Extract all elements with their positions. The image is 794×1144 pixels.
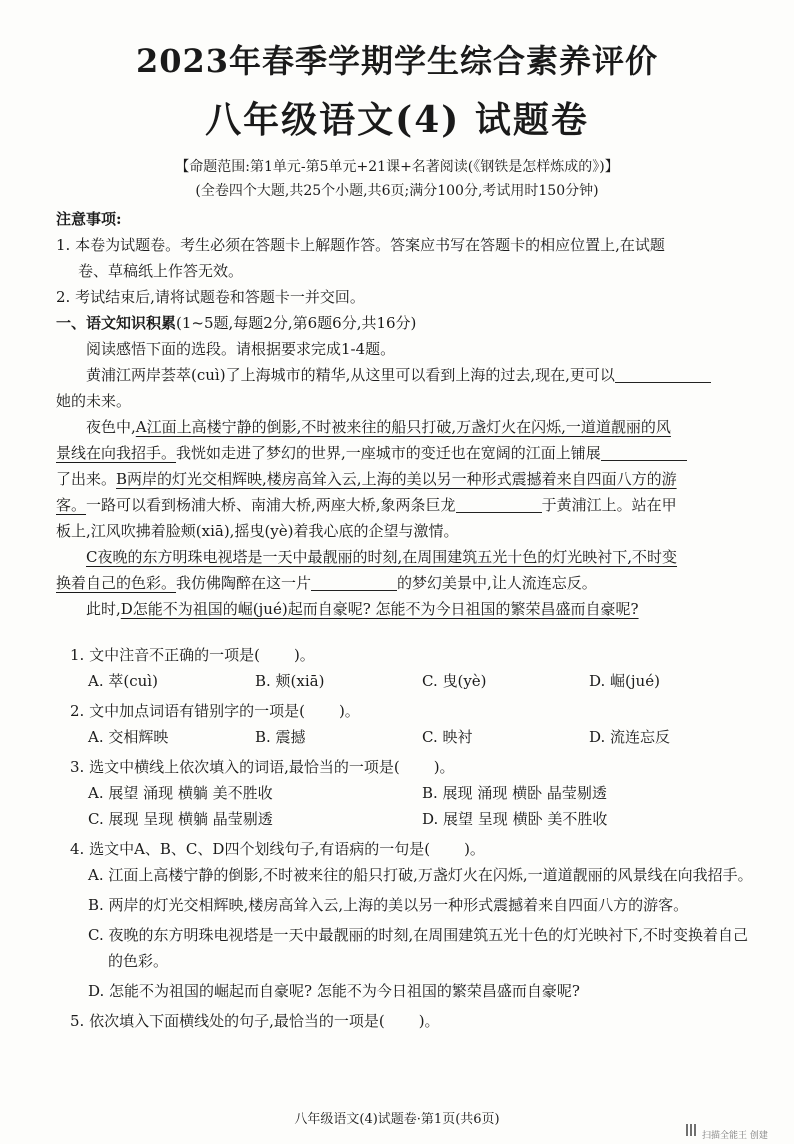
blank-2 <box>601 444 687 461</box>
question-3-options-row2 <box>56 806 756 832</box>
section1-heading: 一、语文知识积累 <box>56 314 177 332</box>
blank-3 <box>456 496 542 513</box>
questions <box>56 642 756 1034</box>
option-c[interactable]: C. 映衬 <box>422 728 473 746</box>
sentence-c-end: 换着自己的色彩。 <box>56 574 177 592</box>
passage-text: 夜色中, <box>86 418 136 436</box>
passage-text: 我仿佛陶醉在这一片 <box>176 574 312 592</box>
passage-text: 了出来。 <box>56 470 117 488</box>
option-a[interactable]: A. 萃(cuì) <box>88 672 158 690</box>
sentence-a: A江面上高楼宁静的倒影,不时被来往的船只打破,万盏灯火在闪烁,一道道靓丽的风 <box>135 418 671 436</box>
passage-p3 <box>56 544 756 570</box>
qr-code-icon <box>686 1124 698 1136</box>
notice-heading: 注意事项: <box>56 210 122 228</box>
passage-line <box>56 440 756 466</box>
stem-tail: )。 <box>433 758 455 776</box>
passage-text: 于黄浦江上。站在甲 <box>541 496 677 514</box>
blank-1 <box>615 366 711 383</box>
option-d[interactable]: D. 怎能不为祖国的崛起而自豪呢? 怎能不为今日祖国的繁荣昌盛而自豪呢? <box>88 982 580 1000</box>
blank-4 <box>311 574 397 591</box>
passage-line: 板上,江风吹拂着脸颊(xiā),摇曳(yè)着我心底的企望与激情。 <box>56 522 459 540</box>
option-d[interactable]: D. 流连忘反 <box>589 728 671 746</box>
question-2-options <box>56 724 756 750</box>
passage-text: 一路可以看到杨浦大桥、南浦大桥,两座大桥,象两条巨龙 <box>86 496 456 514</box>
passage-line <box>56 492 756 518</box>
passage-text: 此时, <box>86 600 121 618</box>
passage-text: 的梦幻美景中,让人流连忘反。 <box>397 574 597 592</box>
stem-tail: )。 <box>293 646 315 664</box>
option-b[interactable]: B. 展现 涌现 横卧 晶莹剔透 <box>422 784 607 802</box>
sentence-d: D怎能不为祖国的崛(jué)起而自豪呢? 怎能不为今日祖国的繁荣昌盛而自豪呢? <box>120 600 639 618</box>
sentence-c: C夜晚的东方明珠电视塔是一天中最靓丽的时刻,在周围建筑五光十色的灯光映衬下,不时变 <box>86 548 678 566</box>
passage-line <box>56 570 756 596</box>
sentence-a-end: 景线在向我招手。 <box>56 444 177 462</box>
option-c[interactable]: C. 夜晚的东方明珠电视塔是一天中最靓丽的时刻,在周围建筑五光十色的灯光映衬下,不时变换着自己的色彩。 <box>88 926 749 970</box>
option-a[interactable]: A. 江面上高楼宁静的倒影,不时被来往的船只打破,万盏灯火在闪烁,一道道靓丽的风景线在向我招手。 <box>88 866 753 884</box>
passage-p4 <box>56 596 756 622</box>
option-c[interactable]: C. 曳(yè) <box>422 672 487 690</box>
notice-item-2: 2. 考试结束后,请将试题卷和答题卡一并交回。 <box>56 288 365 306</box>
option-a[interactable]: A. 展望 涌现 横躺 美不胜收 <box>88 784 273 802</box>
option-a[interactable]: A. 交相辉映 <box>88 728 169 746</box>
exam-title: 2023年春季学期学生综合素养评价 <box>135 42 659 80</box>
question-1-stem <box>56 642 756 668</box>
scanner-watermark: 扫描全能王 创建 <box>702 1131 768 1141</box>
notice-section <box>56 206 756 336</box>
passage-intro: 阅读感悟下面的选段。请根据要求完成1-4题。 <box>86 340 396 358</box>
exam-subtitle: 八年级语文(4) 试题卷 <box>205 99 589 141</box>
stem-text: 4. 选文中A、B、C、D四个划线句子,有语病的一句是( <box>70 840 431 858</box>
option-b[interactable]: B. 两岸的灯光交相辉映,楼房高耸入云,上海的美以另一种形式震撼着来自四面八方的游客。 <box>88 896 689 914</box>
question-3-options-row1 <box>56 780 756 806</box>
passage-text: 我恍如走进了梦幻的世界,一座城市的变迁也在宽阔的江面上铺展 <box>176 444 601 462</box>
exam-scope: 【命题范围:第1单元-第5单元+21课+名著阅读(《钢铁是怎样炼成的》)】 <box>175 159 619 175</box>
exam-info: (全卷四个大题,共25个小题,共6页;满分100分,考试用时150分钟) <box>195 183 599 199</box>
section1-heading-note: (1~5题,每题2分,第6题6分,共16分) <box>176 314 417 332</box>
notice-item-1b: 卷、草稿纸上作答无效。 <box>78 262 244 280</box>
passage-text: 黄浦江两岸荟萃(cuì)了上海城市的精华,从这里可以看到上海的过去,现在,更可以 <box>86 366 615 384</box>
question-4-stem <box>56 836 756 862</box>
passage <box>56 336 756 622</box>
question-2-stem <box>56 698 756 724</box>
stem-text: 5. 依次填入下面横线处的句子,最恰当的一项是( <box>70 1012 385 1030</box>
stem-tail: )。 <box>464 840 485 858</box>
sentence-b: B两岸的灯光交相辉映,楼房高耸入云,上海的美以另一种形式震撼着来自四面八方的游 <box>116 470 677 488</box>
sentence-b-end: 客。 <box>56 496 87 514</box>
stem-text: 1. 文中注音不正确的一项是( <box>70 646 260 664</box>
question-1-options <box>56 668 756 694</box>
stem-tail: )。 <box>418 1012 440 1030</box>
stem-text: 3. 选文中横线上依次填入的词语,最恰当的一项是( <box>70 758 400 776</box>
option-b[interactable]: B. 颊(xiā) <box>255 672 325 690</box>
section1-heading-line <box>56 310 756 336</box>
passage-p1 <box>56 362 756 388</box>
passage-p1-end: 她的未来。 <box>56 392 132 410</box>
notice-item-1a: 1. 本卷为试题卷。考生必须在答题卡上解题作答。答案应书写在答题卡的相应位置上,在试题 <box>56 236 665 254</box>
stem-text: 2. 文中加点词语有错别字的一项是( <box>70 702 305 720</box>
question-5-stem <box>56 1008 756 1034</box>
option-d[interactable]: D. 展望 呈现 横卧 美不胜收 <box>422 810 608 828</box>
question-3-stem <box>56 754 756 780</box>
passage-line <box>56 466 756 492</box>
option-c[interactable]: C. 展现 呈现 横躺 晶莹剔透 <box>88 810 273 828</box>
stem-tail: )。 <box>338 702 360 720</box>
option-b[interactable]: B. 震撼 <box>255 728 306 746</box>
option-d[interactable]: D. 崛(jué) <box>589 672 660 690</box>
passage-p2 <box>56 414 756 440</box>
page-footer: 八年级语文(4)试题卷·第1页(共6页) <box>294 1112 500 1127</box>
